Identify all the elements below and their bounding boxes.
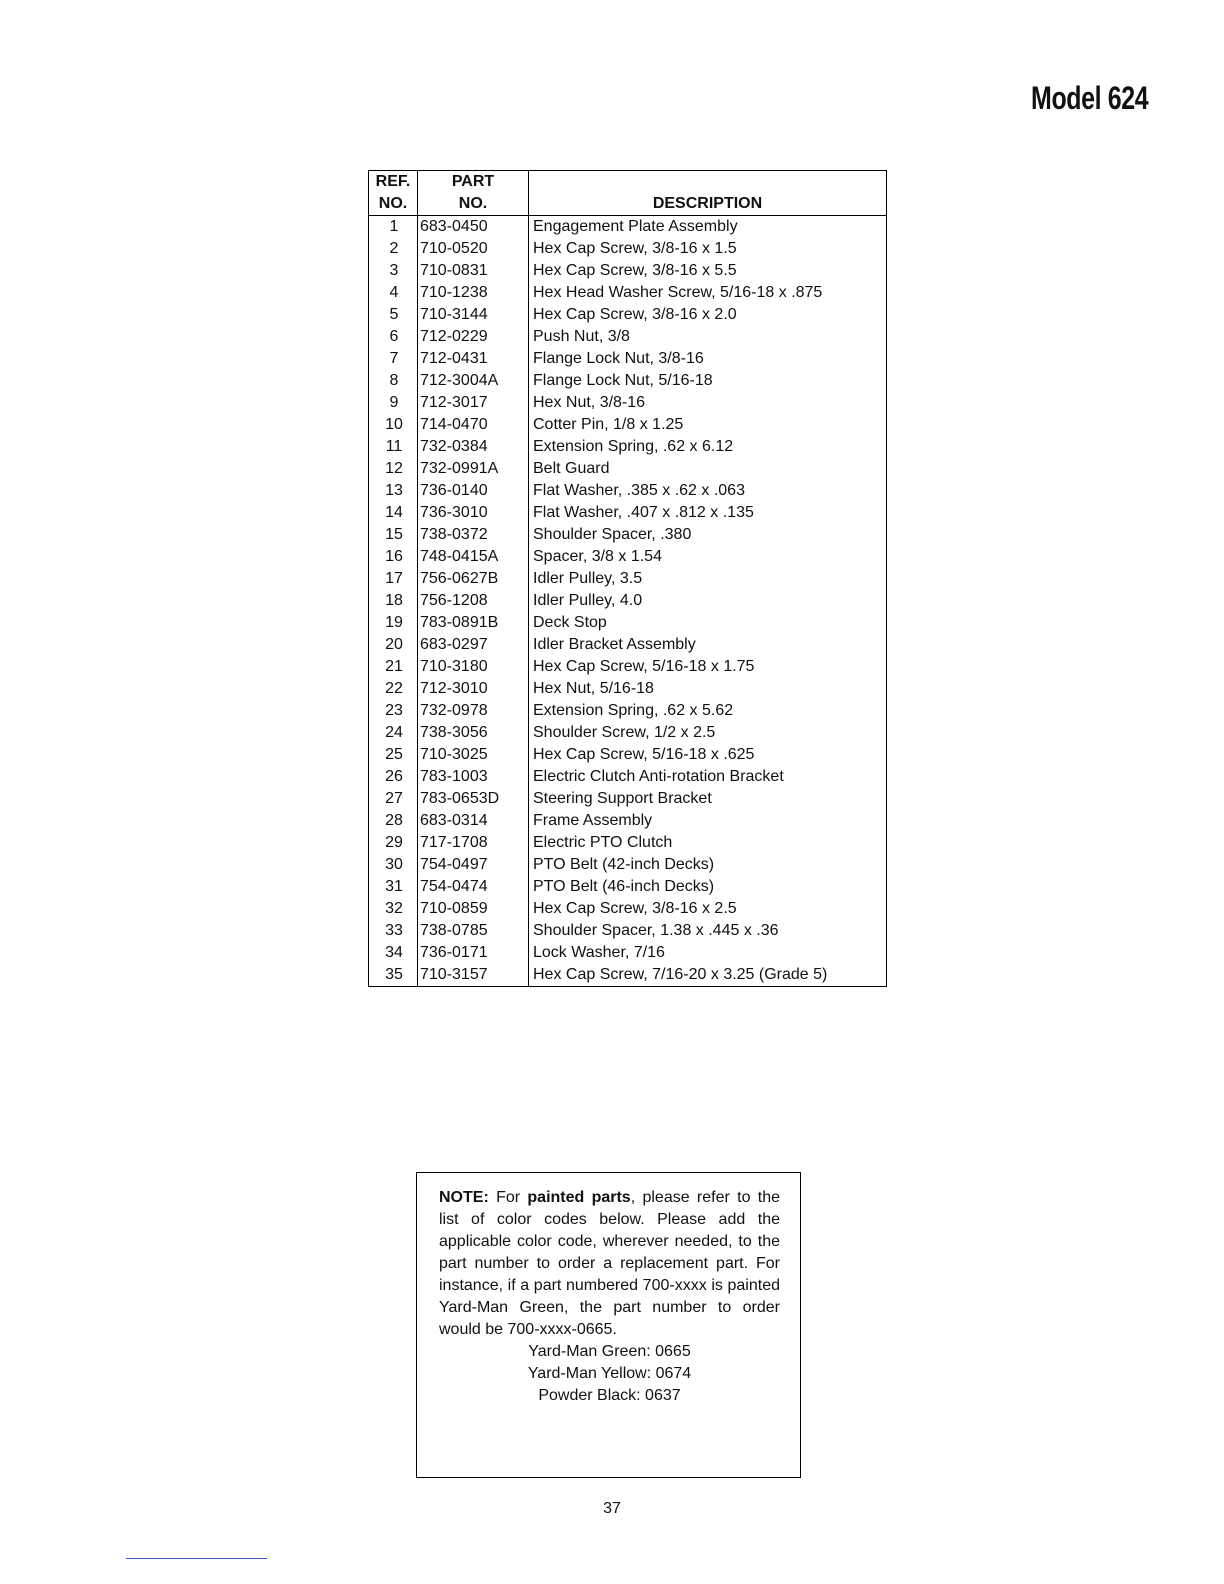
ref-no-cell: 13 [369,480,418,502]
color-code-item: Powder Black: 0637 [538,1387,681,1404]
description-cell: Hex Cap Screw, 3/8-16 x 2.0 [529,304,887,326]
description-cell: Hex Cap Screw, 5/16-18 x .625 [529,744,887,766]
part-no-cell: 736-3010 [418,502,529,524]
ref-no-cell: 8 [369,370,418,392]
description-cell: Cotter Pin, 1/8 x 1.25 [529,414,887,436]
ref-no-cell: 21 [369,656,418,678]
note-text-part1: For [488,1189,528,1206]
part-no-cell: 712-3010 [418,678,529,700]
color-code-item: Yard-Man Yellow: 0674 [527,1365,692,1382]
part-no-cell: 710-3025 [418,744,529,766]
ref-no-cell: 9 [369,392,418,414]
description-cell: Spacer, 3/8 x 1.54 [529,546,887,568]
description-cell: Belt Guard [529,458,887,480]
description-cell: Idler Pulley, 4.0 [529,590,887,612]
parts-table-body [369,216,887,987]
part-no-cell: 732-0978 [418,700,529,722]
header-part-line1: PART [451,173,495,190]
ref-no-cell: 24 [369,722,418,744]
description-cell: Hex Nut, 3/8-16 [529,392,887,414]
color-code-list [439,1341,780,1407]
part-no-cell: 783-0891B [418,612,529,634]
part-no-cell: 756-0627B [418,568,529,590]
part-no-cell: 712-0229 [418,326,529,348]
description-cell: Flange Lock Nut, 5/16-18 [529,370,887,392]
table-row [369,414,887,436]
part-no-cell: 783-1003 [418,766,529,788]
description-cell: Idler Bracket Assembly [529,634,887,656]
ref-no-cell: 19 [369,612,418,634]
description-cell: Hex Head Washer Screw, 5/16-18 x .875 [529,282,887,304]
table-row [369,744,887,766]
table-row [369,348,887,370]
parts-table [368,170,887,987]
ref-no-cell: 29 [369,832,418,854]
table-row [369,876,887,898]
description-cell: Shoulder Screw, 1/2 x 2.5 [529,722,887,744]
ref-no-cell: 1 [369,216,418,239]
ref-no-cell: 2 [369,238,418,260]
note-text-part2: , please refer to the list of color codes below. Please add the applicable color code, wherever needed, to the part number to order a replacement part. For instance, if a part numbered 700-xxxx is painted Yard-Man Green, the part number to order would be 700-xxxx-0665. [439,1189,781,1338]
page-number: 37 [603,1500,621,1517]
table-row [369,766,887,788]
table-row [369,942,887,964]
part-no-cell: 732-0991A [418,458,529,480]
note-label: NOTE: [439,1189,489,1206]
description-cell: Extension Spring, .62 x 6.12 [529,436,887,458]
description-cell: Push Nut, 3/8 [529,326,887,348]
ref-no-cell: 15 [369,524,418,546]
ref-no-cell: 34 [369,942,418,964]
table-row [369,678,887,700]
part-no-cell: 712-3017 [418,392,529,414]
ref-no-cell: 35 [369,964,418,987]
description-cell: Hex Cap Screw, 3/8-16 x 1.5 [529,238,887,260]
part-no-cell: 710-0859 [418,898,529,920]
table-row [369,480,887,502]
ref-no-cell: 3 [369,260,418,282]
part-no-cell: 710-3144 [418,304,529,326]
ref-no-cell: 23 [369,700,418,722]
header-ref-line2: NO. [378,195,408,212]
table-row [369,898,887,920]
color-code-item: Yard-Man Green: 0665 [528,1343,691,1360]
header-part-no [418,171,529,216]
description-cell: Electric Clutch Anti-rotation Bracket [529,766,887,788]
table-row [369,370,887,392]
table-row [369,700,887,722]
ref-no-cell: 32 [369,898,418,920]
table-row [369,260,887,282]
table-row [369,568,887,590]
part-no-cell: 710-0831 [418,260,529,282]
ref-no-cell: 11 [369,436,418,458]
description-cell: Flange Lock Nut, 3/8-16 [529,348,887,370]
ref-no-cell: 22 [369,678,418,700]
ref-no-cell: 30 [369,854,418,876]
table-row [369,436,887,458]
part-no-cell: 736-0140 [418,480,529,502]
footer-rule [126,1558,267,1559]
ref-no-cell: 10 [369,414,418,436]
header-description-label: DESCRIPTION [652,195,763,212]
table-row [369,546,887,568]
part-no-cell: 710-3157 [418,964,529,987]
table-row [369,832,887,854]
part-no-cell: 712-0431 [418,348,529,370]
description-cell: Shoulder Spacer, 1.38 x .445 x .36 [529,920,887,942]
description-cell: Hex Cap Screw, 3/8-16 x 2.5 [529,898,887,920]
part-no-cell: 732-0384 [418,436,529,458]
part-no-cell: 736-0171 [418,942,529,964]
header-description [529,171,887,216]
ref-no-cell: 6 [369,326,418,348]
table-row [369,612,887,634]
description-cell: Hex Cap Screw, 7/16-20 x 3.25 (Grade 5) [529,964,887,987]
table-row [369,282,887,304]
part-no-cell: 754-0474 [418,876,529,898]
ref-no-cell: 27 [369,788,418,810]
description-cell: Lock Washer, 7/16 [529,942,887,964]
table-row [369,964,887,987]
description-cell: PTO Belt (46-inch Decks) [529,876,887,898]
header-ref-no [369,171,418,216]
part-no-cell: 738-0372 [418,524,529,546]
description-cell: Steering Support Bracket [529,788,887,810]
table-row [369,238,887,260]
ref-no-cell: 20 [369,634,418,656]
table-header-row [369,171,887,216]
ref-no-cell: 26 [369,766,418,788]
table-row [369,216,887,239]
part-no-cell: 783-0653D [418,788,529,810]
table-row [369,502,887,524]
description-cell: Flat Washer, .385 x .62 x .063 [529,480,887,502]
part-no-cell: 683-0314 [418,810,529,832]
description-cell: Electric PTO Clutch [529,832,887,854]
table-row [369,722,887,744]
ref-no-cell: 28 [369,810,418,832]
description-cell: Idler Pulley, 3.5 [529,568,887,590]
table-row [369,656,887,678]
ref-no-cell: 18 [369,590,418,612]
header-part-line2: NO. [458,195,488,212]
description-cell: Engagement Plate Assembly [529,216,887,239]
ref-no-cell: 25 [369,744,418,766]
table-row [369,788,887,810]
table-row [369,524,887,546]
description-cell: Shoulder Spacer, .380 [529,524,887,546]
part-no-cell: 738-3056 [418,722,529,744]
model-title: Model 624 [1030,80,1148,116]
table-row [369,326,887,348]
header-ref-line1: REF. [375,173,411,190]
ref-no-cell: 14 [369,502,418,524]
table-row [369,304,887,326]
part-no-cell: 754-0497 [418,854,529,876]
table-row [369,458,887,480]
part-no-cell: 714-0470 [418,414,529,436]
description-cell: Deck Stop [529,612,887,634]
table-row [369,590,887,612]
ref-no-cell: 12 [369,458,418,480]
part-no-cell: 710-3180 [418,656,529,678]
part-no-cell: 748-0415A [418,546,529,568]
part-no-cell: 756-1208 [418,590,529,612]
description-cell: Hex Cap Screw, 3/8-16 x 5.5 [529,260,887,282]
description-cell: Frame Assembly [529,810,887,832]
note-text [439,1187,780,1341]
description-cell: Flat Washer, .407 x .812 x .135 [529,502,887,524]
part-no-cell: 738-0785 [418,920,529,942]
ref-no-cell: 4 [369,282,418,304]
table-row [369,810,887,832]
description-cell: PTO Belt (42-inch Decks) [529,854,887,876]
part-no-cell: 710-0520 [418,238,529,260]
part-no-cell: 717-1708 [418,832,529,854]
ref-no-cell: 17 [369,568,418,590]
table-row [369,392,887,414]
description-cell: Extension Spring, .62 x 5.62 [529,700,887,722]
ref-no-cell: 5 [369,304,418,326]
ref-no-cell: 16 [369,546,418,568]
painted-parts-note [416,1172,801,1478]
part-no-cell: 712-3004A [418,370,529,392]
description-cell: Hex Cap Screw, 5/16-18 x 1.75 [529,656,887,678]
description-cell: Hex Nut, 5/16-18 [529,678,887,700]
ref-no-cell: 7 [369,348,418,370]
table-row [369,920,887,942]
part-no-cell: 710-1238 [418,282,529,304]
part-no-cell: 683-0450 [418,216,529,239]
ref-no-cell: 31 [369,876,418,898]
table-row [369,854,887,876]
table-row [369,634,887,656]
part-no-cell: 683-0297 [418,634,529,656]
note-bold-phrase: painted parts [527,1189,631,1206]
ref-no-cell: 33 [369,920,418,942]
